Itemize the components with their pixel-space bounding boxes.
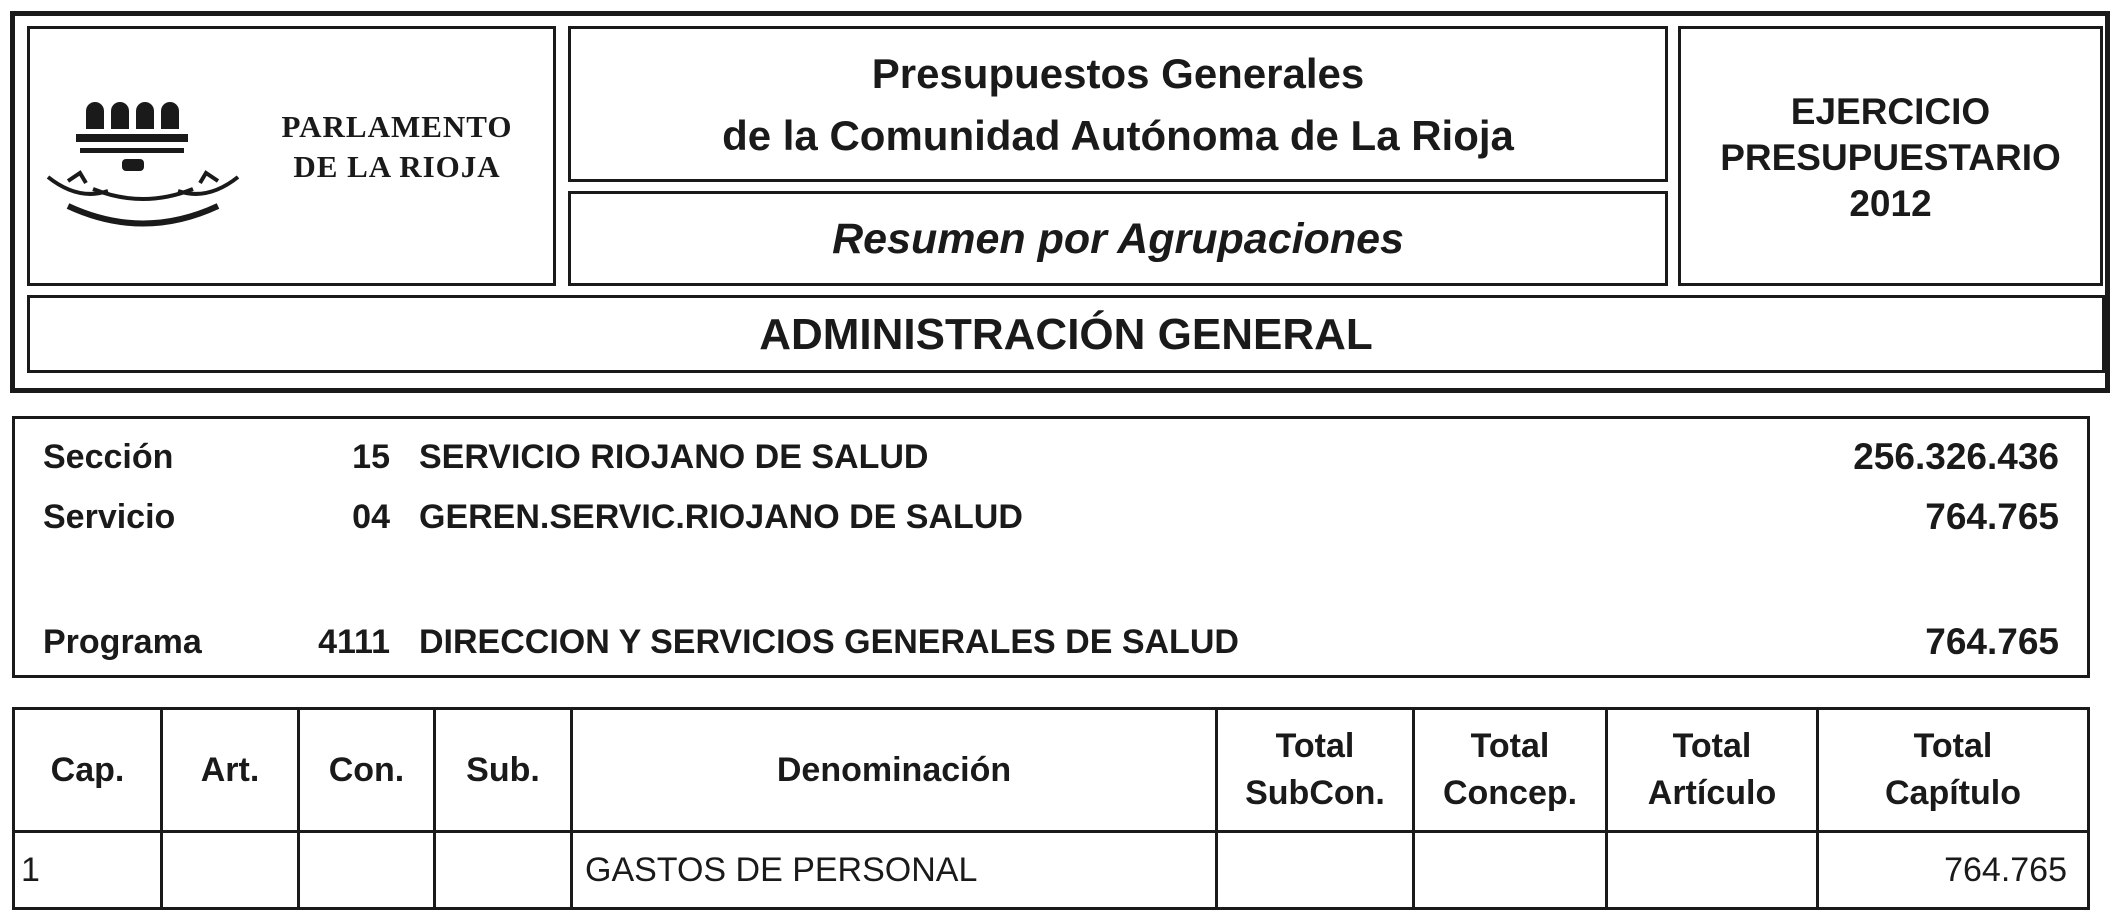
cell-total-concep	[1419, 833, 1601, 907]
programa-row	[15, 618, 2087, 666]
cell-cap: 1	[21, 850, 40, 889]
administration-panel	[27, 295, 2105, 373]
seccion-label: Sección	[43, 438, 174, 476]
cell-denominacion: GASTOS DE PERSONAL	[585, 850, 978, 889]
header-total-subcon-line1: Total	[1275, 727, 1355, 765]
header-art: Art.	[200, 750, 260, 789]
parliament-logo-icon	[38, 81, 248, 241]
servicio-code: 04	[352, 498, 390, 536]
header-sub: Sub.	[466, 750, 540, 789]
header-total-capitulo-line2: Capítulo	[1885, 774, 2021, 812]
subtitle-panel	[568, 191, 1668, 286]
header-total-subcon	[1218, 710, 1412, 830]
cell-art	[167, 833, 293, 907]
budget-info-block	[12, 416, 2090, 678]
header-total-capitulo-line1: Total	[1913, 727, 1993, 765]
cell-total-articulo	[1612, 833, 1812, 907]
title-panel	[568, 26, 1668, 182]
programa-code: 4111	[318, 623, 390, 661]
header-total-subcon-line2: SubCon.	[1245, 774, 1385, 812]
header-cap: Cap.	[50, 750, 125, 789]
seccion-code: 15	[352, 438, 390, 476]
year-line2: PRESUPUESTARIO	[1720, 137, 2061, 178]
cell-total-capitulo: 764.765	[1944, 850, 2067, 889]
programa-amount: 764.765	[1925, 621, 2059, 662]
header-total-concep	[1415, 710, 1605, 830]
header-total-capitulo	[1819, 710, 2087, 830]
fiscal-year	[1681, 89, 2100, 227]
cell-total-subcon	[1222, 833, 1408, 907]
servicio-amount: 764.765	[1925, 496, 2059, 537]
title-line1: Presupuestos Generales	[871, 50, 1365, 97]
document-title	[571, 43, 1665, 167]
logo-text-line2: DE LA RIOJA	[293, 149, 501, 184]
seccion-description: SERVICIO RIOJANO DE SALUD	[419, 438, 929, 476]
cell-sub	[440, 833, 566, 907]
header-con: Con.	[328, 750, 405, 789]
logo-text-line1: PARLAMENTO	[281, 109, 513, 144]
header-denominacion: Denominación	[776, 750, 1012, 789]
document-subtitle: Resumen por Agrupaciones	[832, 215, 1404, 263]
administration-title: ADMINISTRACIÓN GENERAL	[759, 310, 1373, 359]
title-line2: de la Comunidad Autónoma de La Rioja	[722, 112, 1514, 159]
programa-label: Programa	[43, 623, 202, 661]
header-total-articulo-line1: Total	[1672, 727, 1752, 765]
header-total-concep-line2: Concep.	[1442, 774, 1578, 812]
cell-con	[304, 833, 429, 907]
programa-description: DIRECCION Y SERVICIOS GENERALES DE SALUD	[419, 623, 1239, 661]
header-total-concep-line1: Total	[1470, 727, 1550, 765]
year-line1: EJERCICIO	[1790, 91, 1991, 132]
year-line3: 2012	[1849, 183, 1932, 224]
servicio-description: GEREN.SERVIC.RIOJANO DE SALUD	[419, 498, 1023, 536]
budget-table	[12, 707, 2090, 910]
servicio-row	[15, 493, 2087, 541]
seccion-amount: 256.326.436	[1853, 436, 2059, 477]
fiscal-year-panel	[1678, 26, 2103, 286]
seccion-row	[15, 433, 2087, 481]
header-total-articulo-line2: Artículo	[1647, 774, 1777, 812]
header-total-articulo	[1608, 710, 1816, 830]
servicio-label: Servicio	[43, 498, 176, 536]
parliament-name	[252, 107, 542, 187]
logo-panel	[27, 26, 556, 286]
